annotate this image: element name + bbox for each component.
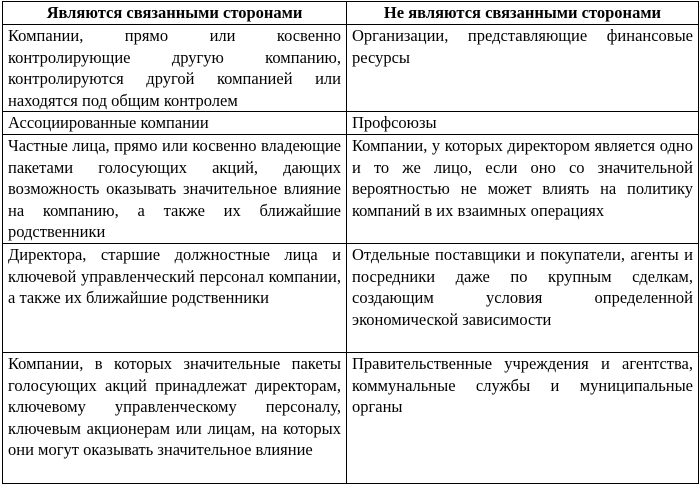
not-related-cell: Отдельные поставщики и покупатели, агенты и посредники даже по крупным сделкам, создающим условия определенной экономической зависимости [347,244,699,353]
not-related-cell: Правительственные учреждения и агентства, коммунальные службы и муниципальные органы [347,353,699,484]
not-related-cell: Организации, представляющие финансовые ресурсы [347,25,699,112]
header-related-parties: Являются связанными сторонами [3,2,347,25]
table-header-row [3,2,699,25]
table-row [3,135,699,244]
related-cell: Компании, прямо или косвенно контролирующие другую компанию, контролируются другой компанией или находятся под общим контролем [3,25,347,112]
table-row [3,112,699,135]
table-row [3,244,699,353]
related-cell: Ассоциированные компании [3,112,347,135]
related-parties-table [2,1,699,484]
not-related-cell: Компании, у которых директором является одно и то же лицо, если оно со значительной вероятностью не может влиять на политику компаний в их взаимных операциях [347,135,699,244]
header-not-related-parties: Не являются связанными сторонами [347,2,699,25]
related-cell: Частные лица, прямо или косвенно владеющие пакетами голосующих акций, дающих возможность оказывать значительное влияние на компанию, а также их ближайшие родственники [3,135,347,244]
table-row [3,353,699,484]
related-cell: Компании, в которых значительные пакеты голосующих акций принадлежат директорам, ключевому управленческому персоналу, ключевым акционерам или лицам, на которых они могут оказывать значительное влияние [3,353,347,484]
related-cell: Директора, старшие должностные лица и ключевой управленческий персонал компании, а также их ближайшие родственники [3,244,347,353]
not-related-cell: Профсоюзы [347,112,699,135]
table-row [3,25,699,112]
